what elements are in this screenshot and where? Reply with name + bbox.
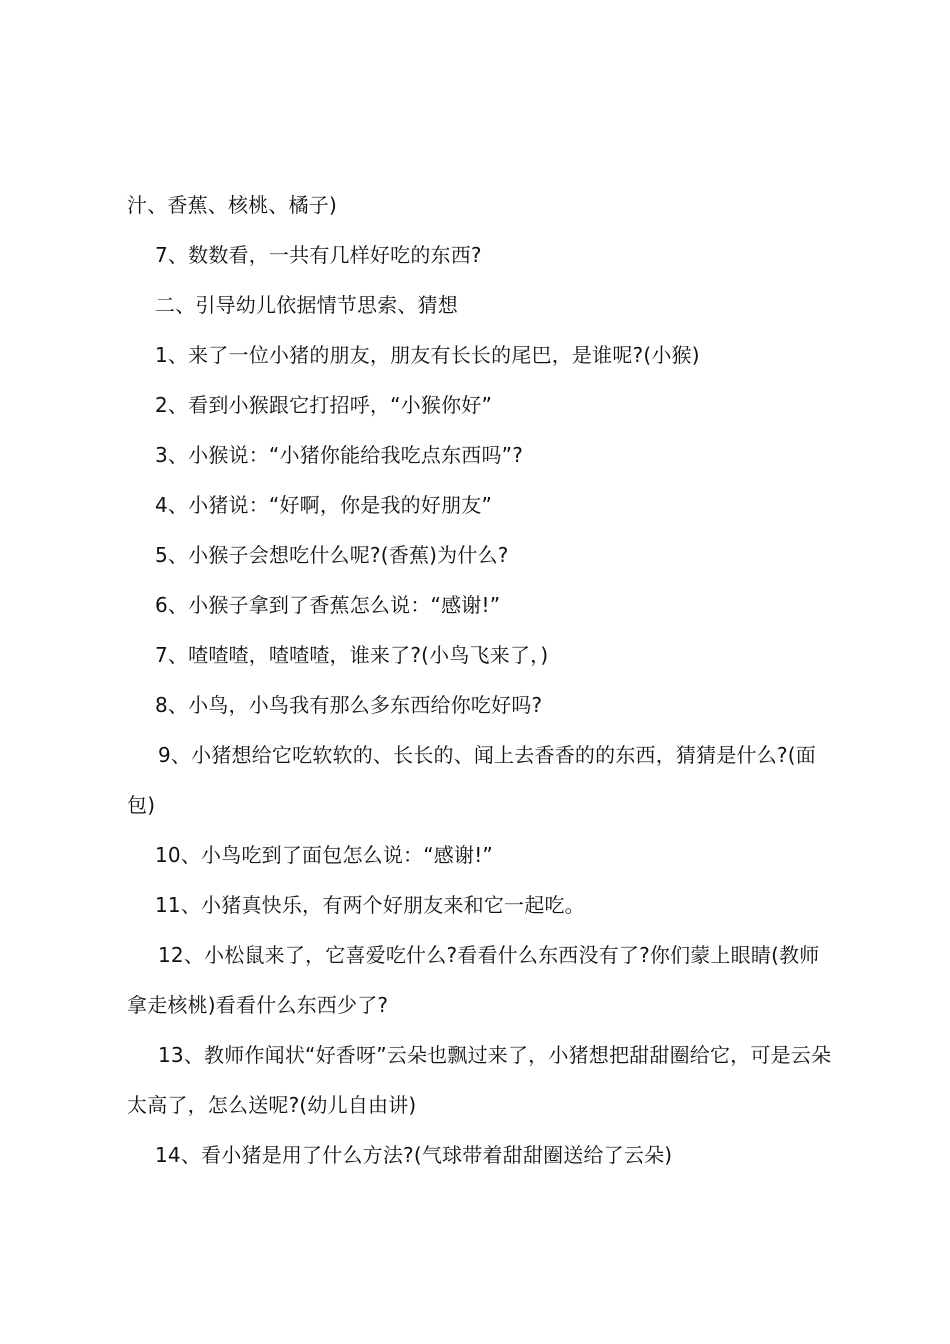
paragraph-item-2: 2、看到小猴跟它打招呼，“小猴你好” (155, 393, 493, 417)
section-heading-two: 二、引导幼儿依据情节思索、猜想 (155, 293, 458, 317)
paragraph-item-3: 3、小猴说：“小猪你能给我吃点东西吗”? (155, 443, 524, 467)
paragraph-item-7: 7、喳喳喳，喳喳喳，谁来了?(小鸟飞来了，) (155, 643, 549, 667)
paragraph-item-8: 8、小鸟，小鸟我有那么多东西给你吃好吗? (155, 693, 543, 717)
paragraph-item-5: 5、小猴子会想吃什么呢?(香蕉)为什么? (155, 543, 509, 567)
paragraph-item-10: 10、小鸟吃到了面包怎么说：“感谢!” (155, 843, 493, 867)
paragraph-item-14: 14、看小猪是用了什么方法?(气球带着甜甜圈送给了云朵) (155, 1143, 673, 1167)
document-body (127, 180, 835, 1180)
paragraph-continued-list: 汁、香蕉、核桃、橘子) (127, 193, 338, 217)
paragraph-item-7-count: 7、数数看，一共有几样好吃的东西? (155, 243, 482, 267)
paragraph-item-11: 11、小猪真快乐，有两个好朋友来和它一起吃。 (155, 893, 585, 917)
paragraph-item-6: 6、小猴子拿到了香蕉怎么说：“感谢!” (155, 593, 501, 617)
paragraph-item-12: 12、小松鼠来了，它喜爱吃什么?看看什么东西没有了?你们蒙上眼睛(教师拿走核桃)看看什么东西少了? (127, 943, 820, 1017)
paragraph-item-9: 9、小猪想给它吃软软的、长长的、闻上去香香的的东西，猜猜是什么?(面包) (127, 743, 816, 817)
paragraph-item-1: 1、来了一位小猪的朋友，朋友有长长的尾巴，是谁呢?(小猴) (155, 343, 700, 367)
paragraph-item-13: 13、教师作闻状“好香呀”云朵也飘过来了，小猪想把甜甜圈给它，可是云朵太高了，怎么送呢?(幼儿自由讲) (127, 1043, 832, 1117)
paragraph-item-4: 4、小猪说：“好啊，你是我的好朋友” (155, 493, 493, 517)
